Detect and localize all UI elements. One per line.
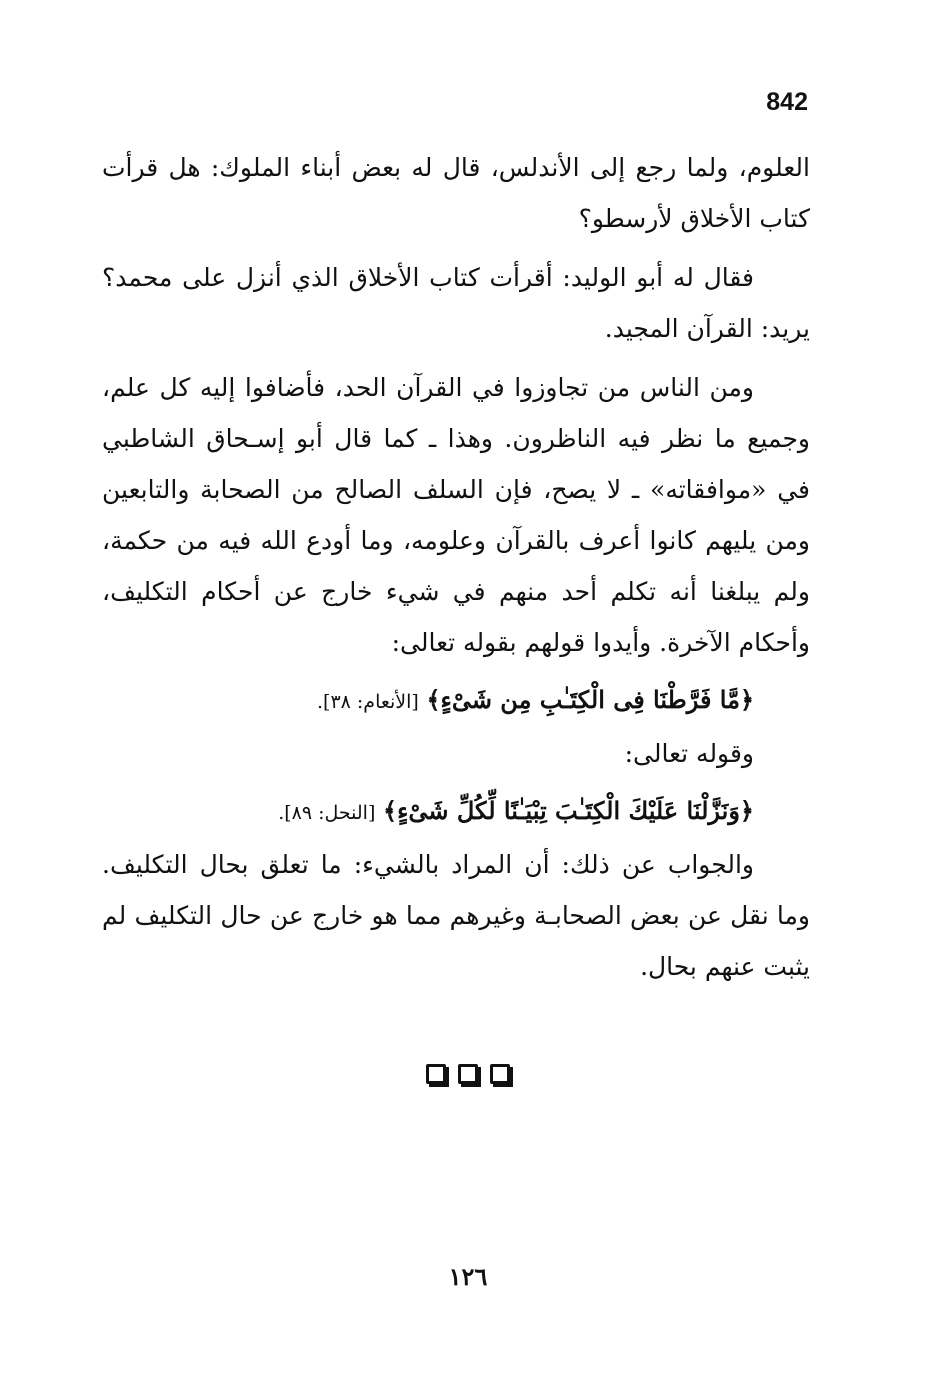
ornament-square-icon (490, 1064, 510, 1084)
paragraph-3: ومن الناس من تجاوزوا في القرآن الحد، فأضافوا إليه كل علم، وجميع ما نظر فيه الناظرون. وهذا ـ كما قال أبو إسـحاق الشاطبي في «موافقاته» ـ لا يصح، فإن السلف الصالح من الصحابة والتابعين ومن يليهم كانوا أعرف بالقرآن وعلومه، وما أودع الله فيه من حكمة، ولم يبلغنا أنه تكلم أحد منهم في شيء خارج عن أحكام التكليف، وأحكام الآخرة. وأيدوا قولهم بقوله تعالى: (102, 373, 810, 657)
verse-2-reference: [النحل: ٨٩]. (278, 802, 376, 824)
quran-verse-2 (102, 785, 810, 839)
top-page-number: 842 (766, 88, 808, 116)
bottom-page-number: ١٢٦ (448, 1262, 488, 1291)
page-body (102, 142, 810, 992)
verse-1-reference: [الأنعام: ٣٨]. (316, 691, 419, 713)
verse-2-text: ﴿وَنَزَّلْنَا عَلَيْكَ الْكِتَـٰبَ تِبْيَـٰنًا لِّكُلِّ شَىْءٍ﴾ (383, 796, 754, 825)
ornament-square-icon (426, 1064, 446, 1084)
ornament-square-icon (458, 1064, 478, 1084)
quran-verse-1 (102, 674, 810, 728)
paragraph-4: وقوله تعالى: (624, 739, 754, 768)
paragraph-1: العلوم، ولما رجع إلى الأندلس، قال له بعض أبناء الملوك: هل قرأت كتاب الأخلاق لأرسطو؟ (102, 153, 810, 233)
section-end-ornament (0, 1064, 936, 1084)
paragraph-5: والجواب عن ذلك: أن المراد بالشيء: ما تعلق بحال التكليف. وما نقل عن بعض الصحابـة وغيرهم مما هو خارج عن حال التكليف لم يثبت عنهم بحال. (102, 850, 810, 981)
verse-1-text: ﴿مَّا فَرَّطْنَا فِى الْكِتَـٰبِ مِن شَىْءٍ﴾ (426, 685, 754, 714)
paragraph-2: فقال له أبو الوليد: أقرأت كتاب الأخلاق الذي أنزل على محمد؟ يريد: القرآن المجيد. (102, 263, 810, 343)
